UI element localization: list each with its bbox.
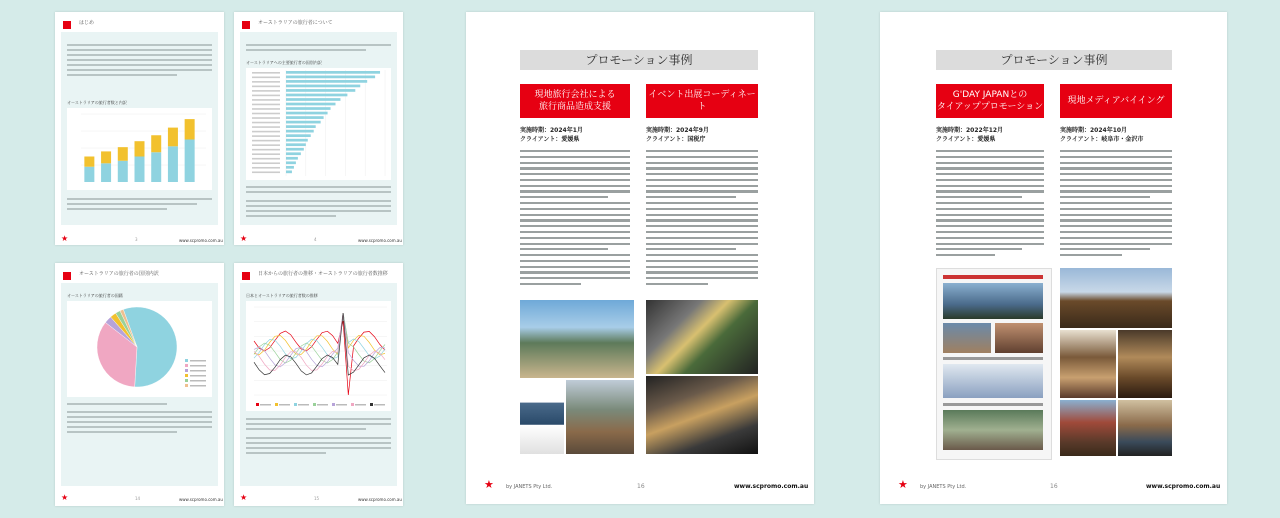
- ad-panel-photo: [1060, 330, 1116, 398]
- text-line: [1060, 202, 1172, 204]
- case-body-2: [646, 150, 758, 289]
- text-line: [520, 150, 630, 152]
- text-line: [520, 231, 630, 233]
- text-line: [520, 162, 630, 164]
- text-line: [646, 214, 758, 216]
- category-label: [252, 81, 280, 83]
- text-line: [1060, 190, 1172, 192]
- text-line: [520, 167, 630, 169]
- legend-swatch: [370, 403, 373, 406]
- bar: [286, 80, 367, 83]
- text-line: [936, 231, 1044, 233]
- text-line: [936, 214, 1044, 216]
- text-line: [520, 219, 630, 221]
- text-line: [936, 237, 1044, 239]
- legend-swatch: [351, 403, 354, 406]
- category-label: [252, 117, 280, 119]
- case-body-2: [1060, 150, 1172, 260]
- text-line: [646, 219, 758, 221]
- promo-page-right: [880, 12, 1227, 504]
- thumb-chart-title: オーストラリアの旅行者の国籍: [67, 293, 123, 298]
- event-booth-photo-2: [646, 376, 758, 454]
- text-line: [1060, 162, 1172, 164]
- case-date-1: 実施時期：2022年12月: [936, 127, 1004, 134]
- thumb-heading: [240, 269, 397, 283]
- text-line: [520, 277, 630, 279]
- text-line: [646, 179, 758, 181]
- text-line: [1060, 150, 1172, 152]
- text-line: [646, 231, 758, 233]
- text-line: [1060, 167, 1172, 169]
- category-label: [252, 72, 280, 74]
- category-label: [252, 113, 280, 115]
- case-label-2: 現地メディアバイイング: [1060, 84, 1172, 118]
- category-label: [252, 171, 280, 173]
- case-label-1: 現地旅行会社による 旅行商品造成支援: [520, 84, 630, 118]
- case-client-2: クライアント：岐阜市・金沢市: [1060, 136, 1144, 143]
- bar-segment: [118, 161, 128, 182]
- thumb-chart-title: オーストラリアへの主要旅行者の国別内訳: [246, 60, 322, 65]
- legend-label: [190, 365, 206, 367]
- bar-segment: [135, 157, 145, 183]
- thumb-page-3: [55, 263, 224, 506]
- thumb-page-2: [234, 12, 403, 245]
- thumb-chart-title: 日本とオーストラリアの旅行者数の推移: [246, 293, 318, 298]
- legend-label: [298, 404, 309, 406]
- category-label: [252, 86, 280, 88]
- text-line: [646, 167, 758, 169]
- bar: [286, 76, 375, 79]
- case-label-1: G'DAY JAPANとの タイアッププロモーション: [936, 84, 1044, 118]
- hbar-svg: [246, 68, 391, 180]
- legend-swatch: [256, 403, 259, 406]
- text-line: [520, 254, 630, 256]
- text-line: [520, 196, 608, 198]
- text-line: [520, 185, 630, 187]
- cycling-photo: [520, 300, 634, 378]
- category-label: [252, 99, 280, 101]
- text-line: [646, 185, 758, 187]
- case-client-1: クライアント：愛媛県: [520, 136, 580, 143]
- text-line: [646, 271, 758, 273]
- thumb-heading: [61, 18, 218, 32]
- page-title: プロモーション事例: [936, 50, 1172, 70]
- text-line: [1060, 185, 1172, 187]
- company-name: by JANETS Pty Ltd.: [920, 484, 967, 490]
- case-body-1: [936, 150, 1044, 260]
- text-line: [646, 254, 758, 256]
- text-line: [1060, 208, 1172, 210]
- text-line: [1060, 231, 1172, 233]
- series-line: [254, 313, 385, 355]
- legend-swatch: [294, 403, 297, 406]
- text-line: [936, 219, 1044, 221]
- thumb-heading: [240, 18, 397, 32]
- text-line: [936, 162, 1044, 164]
- thumb-heading-text: 日本からの旅行者の推移・オーストラリアの旅行者数推移: [258, 271, 388, 277]
- bar: [286, 161, 296, 164]
- text-line: [936, 202, 1044, 204]
- text-line: [520, 248, 608, 250]
- category-label: [252, 122, 280, 124]
- stacked-bar-chart: [67, 108, 212, 190]
- text-line: [646, 162, 758, 164]
- promo-page-left: [466, 12, 814, 504]
- text-line: [1060, 214, 1172, 216]
- legend-label: [190, 375, 206, 377]
- brochure-photo: [520, 380, 564, 454]
- page-title: プロモーション事例: [520, 50, 758, 70]
- category-label: [252, 126, 280, 128]
- bar: [286, 71, 380, 74]
- text-line: [936, 208, 1044, 210]
- legend-label: [279, 404, 290, 406]
- bar: [286, 94, 347, 97]
- bar: [286, 103, 336, 106]
- bar-segment: [118, 147, 128, 161]
- legend-swatch: [185, 384, 188, 387]
- text-line: [1060, 243, 1172, 245]
- text-line: [936, 167, 1044, 169]
- interior-photo: [1118, 330, 1172, 398]
- bar-segment: [151, 152, 161, 182]
- star-logo-icon: ★: [61, 234, 69, 243]
- text-line: [936, 185, 1044, 187]
- text-line: [520, 237, 630, 239]
- case-date-2: 実施時期：2024年9月: [646, 127, 709, 134]
- text-line: [936, 150, 1044, 152]
- bar: [286, 85, 360, 88]
- text-line: [1060, 254, 1122, 256]
- text-line: [520, 208, 630, 210]
- text-line: [520, 156, 630, 158]
- category-label: [252, 140, 280, 142]
- thumb-page-number: 4: [314, 237, 317, 242]
- text-line: [936, 248, 1022, 250]
- bar: [286, 170, 292, 173]
- bar-segment: [185, 140, 195, 183]
- category-label: [252, 95, 280, 97]
- text-line: [1060, 196, 1150, 198]
- line-chart: [246, 301, 391, 411]
- footer-url: www.scpromo.com.au: [734, 483, 809, 490]
- bar: [286, 134, 311, 137]
- case-client-2: クライアント：国税庁: [646, 136, 706, 143]
- text-line: [520, 173, 630, 175]
- bar: [286, 125, 316, 128]
- bar: [286, 143, 306, 146]
- category-label: [252, 149, 280, 151]
- text-line: [1060, 225, 1172, 227]
- bar-segment: [135, 141, 145, 156]
- legend-label: [260, 404, 271, 406]
- shrine-photo: [1060, 400, 1116, 456]
- text-line: [646, 225, 758, 227]
- temple-photo: [1060, 268, 1172, 328]
- legend-label: [374, 404, 385, 406]
- text-line: [646, 196, 736, 198]
- legend-swatch: [185, 374, 188, 377]
- text-line: [520, 271, 630, 273]
- bar: [286, 139, 308, 142]
- text-line: [646, 208, 758, 210]
- text-line: [646, 266, 758, 268]
- legend-swatch: [185, 379, 188, 382]
- category-label: [252, 135, 280, 137]
- legend-swatch: [185, 364, 188, 367]
- text-line: [646, 202, 758, 204]
- legend-label: [190, 360, 206, 362]
- text-line: [520, 179, 630, 181]
- thumb-heading: [61, 269, 218, 283]
- bar: [286, 121, 321, 124]
- text-line: [520, 190, 630, 192]
- bar: [286, 152, 301, 155]
- thumb-heading-text: オーストラリアの旅行者について: [258, 20, 333, 26]
- thumb-page-number: 15: [314, 496, 320, 501]
- footer-url: www.scpromo.com.au: [1146, 483, 1221, 490]
- text-line: [1060, 237, 1172, 239]
- event-booth-photo-1: [646, 300, 758, 374]
- page-number: 16: [1050, 483, 1058, 490]
- thumb-url: www.scpromo.com.au: [358, 497, 402, 502]
- stacked-bar-svg: [67, 108, 212, 190]
- company-name: by JANETS Pty Ltd.: [506, 484, 553, 490]
- thumb-url: www.scpromo.com.au: [179, 497, 223, 502]
- legend-swatch: [313, 403, 316, 406]
- legend-swatch: [185, 359, 188, 362]
- text-line: [646, 150, 758, 152]
- text-line: [936, 243, 1044, 245]
- mountain-road-photo: [566, 380, 634, 454]
- bar-segment: [101, 151, 111, 163]
- text-line: [646, 277, 758, 279]
- text-line: [1060, 156, 1172, 158]
- horizontal-bar-chart: [246, 68, 391, 180]
- thumb-page-1: [55, 12, 224, 245]
- legend-label: [336, 404, 347, 406]
- category-label: [252, 131, 280, 133]
- text-line: [646, 156, 758, 158]
- line-svg: [246, 301, 391, 411]
- star-logo-icon: ★: [898, 478, 908, 491]
- bar-segment: [151, 135, 161, 152]
- star-logo-icon: ★: [61, 493, 69, 502]
- case-body-1: [520, 150, 630, 289]
- legend-swatch: [275, 403, 278, 406]
- text-line: [936, 156, 1044, 158]
- bar-segment: [168, 146, 178, 182]
- category-label: [252, 158, 280, 160]
- category-label: [252, 90, 280, 92]
- bar-segment: [84, 157, 94, 167]
- bar: [286, 107, 331, 110]
- legend-swatch: [185, 369, 188, 372]
- category-label: [252, 144, 280, 146]
- text-line: [646, 243, 758, 245]
- legend-label: [190, 385, 206, 387]
- text-line: [1060, 248, 1150, 250]
- text-line: [520, 214, 630, 216]
- legend-label: [355, 404, 366, 406]
- text-line: [520, 243, 630, 245]
- people-photo: [1118, 400, 1172, 456]
- bar-segment: [84, 167, 94, 182]
- star-logo-icon: ★: [484, 478, 494, 491]
- category-label: [252, 104, 280, 106]
- category-label: [252, 108, 280, 110]
- thumb-chart-title: オーストラリアの旅行者数と内訳: [67, 100, 127, 105]
- text-line: [936, 225, 1044, 227]
- star-logo-icon: ★: [240, 493, 248, 502]
- series-line: [254, 321, 385, 395]
- case-label-2: イベント出展コーディネート: [646, 84, 758, 118]
- bar: [286, 112, 328, 115]
- category-label: [252, 162, 280, 164]
- text-line: [646, 283, 708, 285]
- text-line: [520, 225, 630, 227]
- bar-segment: [168, 128, 178, 147]
- thumb-page-number: 3: [135, 237, 138, 242]
- bar: [286, 89, 355, 92]
- thumb-url: www.scpromo.com.au: [179, 238, 223, 243]
- legend-label: [190, 380, 206, 382]
- thumb-heading-text: はじめ: [79, 20, 95, 26]
- star-logo-icon: ★: [240, 234, 248, 243]
- case-date-1: 実施時期：2024年1月: [520, 127, 583, 134]
- legend-label: [190, 370, 206, 372]
- text-line: [520, 202, 630, 204]
- bar: [286, 157, 298, 160]
- text-line: [646, 173, 758, 175]
- bar: [286, 130, 314, 133]
- thumb-page-number: 14: [135, 496, 141, 501]
- text-line: [646, 248, 736, 250]
- text-line: [1060, 179, 1172, 181]
- text-line: [936, 196, 1022, 198]
- case-client-1: クライアント：愛媛県: [936, 136, 996, 143]
- text-line: [1060, 173, 1172, 175]
- text-line: [520, 283, 581, 285]
- text-line: [936, 190, 1044, 192]
- text-line: [936, 173, 1044, 175]
- thumb-page-4: [234, 263, 403, 506]
- text-line: [936, 254, 995, 256]
- bar: [286, 116, 324, 119]
- pie-svg: [67, 301, 212, 397]
- pie-chart: [67, 301, 212, 397]
- legend-label: [317, 404, 328, 406]
- bar-segment: [185, 119, 195, 139]
- text-line: [520, 266, 630, 268]
- text-line: [520, 260, 630, 262]
- category-label: [252, 167, 280, 169]
- bar: [286, 148, 304, 151]
- category-label: [252, 153, 280, 155]
- text-line: [646, 190, 758, 192]
- legend-swatch: [332, 403, 335, 406]
- thumb-heading-text: オーストラリアの旅行者の国別内訳: [79, 271, 159, 277]
- bar: [286, 166, 294, 169]
- thumb-url: www.scpromo.com.au: [358, 238, 402, 243]
- text-line: [646, 237, 758, 239]
- text-line: [1060, 219, 1172, 221]
- bar: [286, 98, 340, 101]
- bar-segment: [101, 163, 111, 182]
- gday-japan-website-screenshot: [936, 268, 1052, 460]
- category-label: [252, 77, 280, 79]
- text-line: [646, 260, 758, 262]
- text-line: [936, 179, 1044, 181]
- case-date-2: 実施時期：2024年10月: [1060, 127, 1128, 134]
- page-number: 16: [637, 483, 645, 490]
